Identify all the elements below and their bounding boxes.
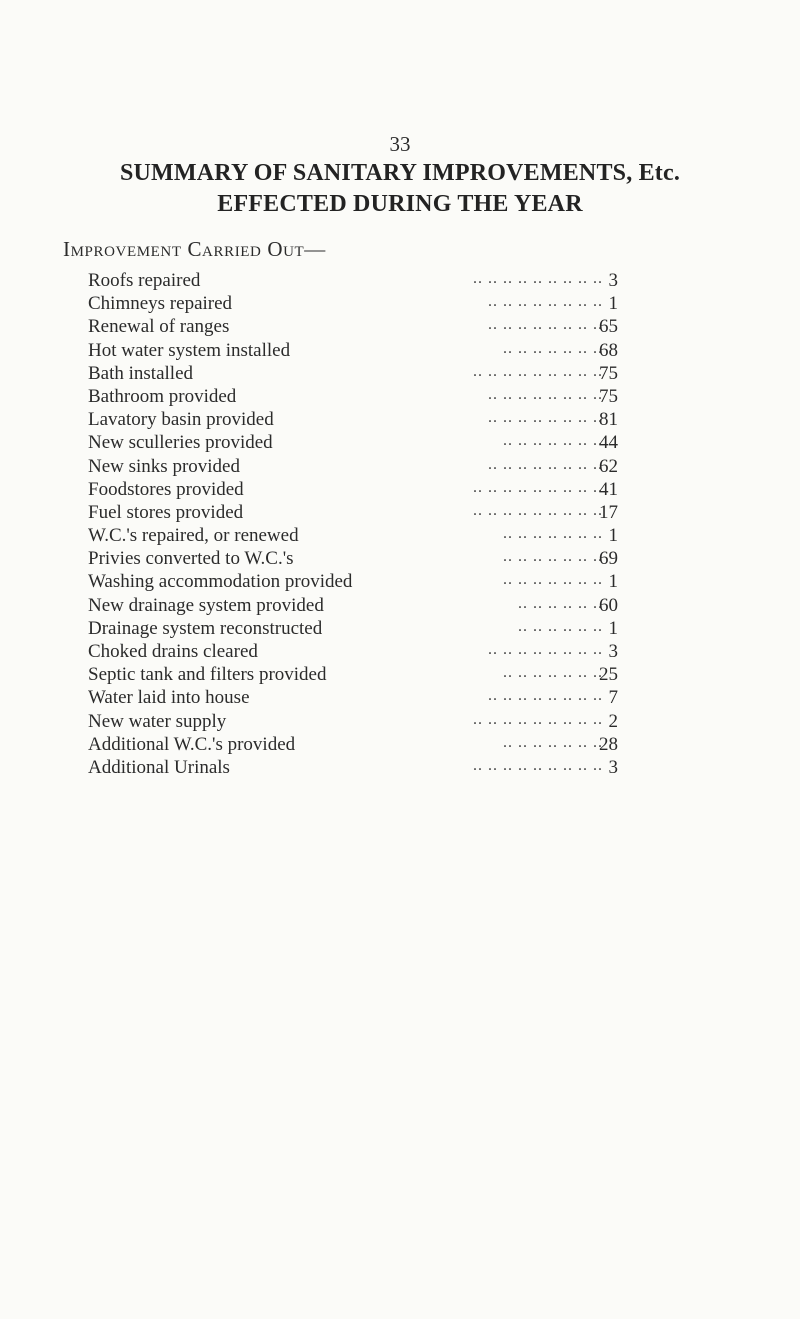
list-item	[88, 478, 618, 501]
item-label: Septic tank and filters provided	[88, 664, 327, 686]
list-item	[88, 686, 618, 709]
leader-dots: .. .. .. .. .. .. ..	[503, 548, 603, 566]
leader-dots: .. .. .. .. .. .. ..	[503, 525, 603, 543]
list-item	[88, 269, 618, 292]
item-label: Bathroom provided	[88, 385, 237, 407]
item-count: 65	[599, 316, 618, 338]
improvements-list	[88, 269, 618, 779]
item-count: 3	[608, 270, 618, 291]
item-count: 1	[608, 617, 618, 639]
leader-dots: .. .. .. .. .. .. .. ..	[488, 641, 603, 658]
item-label: Choked drains cleared	[88, 641, 258, 662]
leader-dots: .. .. .. .. .. .. .. .. ..	[473, 270, 603, 287]
item-label: Foodstores provided	[88, 478, 244, 500]
item-label: New sinks provided	[88, 455, 240, 477]
list-item	[88, 733, 618, 756]
list-item	[88, 315, 618, 338]
item-label: New water supply	[88, 710, 227, 732]
list-item	[88, 663, 618, 686]
list-item	[88, 570, 618, 593]
list-item	[88, 362, 618, 385]
list-item	[88, 756, 618, 779]
item-label: Washing accommodation provided	[88, 571, 353, 593]
leader-dots: .. .. .. .. .. .. .. ..	[488, 385, 603, 403]
leader-dots: .. .. .. .. .. .. .. ..	[488, 455, 603, 473]
item-label: Water laid into house	[88, 687, 250, 709]
item-count: 1	[608, 525, 618, 547]
leader-dots: .. .. .. .. .. .. .. ..	[488, 293, 603, 311]
item-label: New sculleries provided	[88, 432, 273, 454]
leader-dots: .. .. .. .. .. .. .. ..	[488, 409, 603, 427]
item-count: 44	[599, 432, 618, 454]
item-count: 3	[608, 641, 618, 662]
item-label: Drainage system reconstructed	[88, 617, 323, 639]
item-count: 1	[608, 571, 618, 593]
item-label: New drainage system provided	[88, 594, 324, 616]
item-label: Fuel stores provided	[88, 501, 244, 523]
leader-dots: .. .. .. .. .. .. ..	[503, 339, 603, 357]
item-count: 68	[599, 339, 618, 361]
list-item	[88, 640, 618, 663]
list-item	[88, 547, 618, 570]
leader-dots: .. .. .. .. .. ..	[518, 617, 603, 635]
list-item	[88, 385, 618, 408]
list-item	[88, 710, 618, 733]
leader-dots: .. .. .. .. .. .. .. ..	[488, 316, 603, 334]
item-count: 60	[599, 594, 618, 616]
item-label: Chimneys repaired	[88, 293, 233, 315]
item-count: 3	[608, 756, 618, 778]
leader-dots: .. .. .. .. .. .. .. .. ..	[473, 501, 603, 519]
item-label: Lavatory basin provided	[88, 409, 274, 431]
item-count: 7	[608, 687, 618, 709]
item-count: 62	[599, 455, 618, 477]
item-count: 2	[608, 710, 618, 732]
item-count: 75	[599, 362, 618, 384]
item-label: Renewal of ranges	[88, 316, 230, 338]
page-number: 33	[389, 132, 411, 156]
leader-dots: .. .. .. .. .. .. ..	[503, 571, 603, 589]
leader-dots: .. .. .. .. .. ..	[518, 594, 603, 612]
list-item	[88, 292, 618, 315]
leader-dots: .. .. .. .. .. .. .. .. ..	[473, 710, 603, 728]
leader-dots: .. .. .. .. .. .. ..	[503, 733, 603, 751]
leader-dots: .. .. .. .. .. .. .. .. ..	[473, 362, 603, 380]
list-item	[88, 455, 618, 478]
document-title: SUMMARY OF SANITARY IMPROVEMENTS, Etc.	[119, 160, 681, 186]
list-item	[88, 594, 618, 617]
section-heading: Improvement Carried Out—	[63, 237, 326, 261]
leader-dots: .. .. .. .. .. .. ..	[503, 664, 603, 682]
item-label: W.C.'s repaired, or renewed	[88, 525, 299, 547]
leader-dots: .. .. .. .. .. .. .. ..	[488, 687, 603, 705]
item-count: 69	[599, 548, 618, 570]
leader-dots: .. .. .. .. .. .. .. .. ..	[473, 478, 603, 496]
document-subtitle: EFFECTED DURING THE YEAR	[217, 191, 583, 217]
list-item	[88, 501, 618, 524]
item-label: Hot water system installed	[88, 339, 291, 361]
item-count: 25	[599, 664, 618, 686]
leader-dots: .. .. .. .. .. .. .. .. ..	[473, 756, 603, 774]
list-item	[88, 524, 618, 547]
item-count: 1	[608, 293, 618, 315]
item-label: Privies converted to W.C.'s	[88, 548, 294, 570]
leader-dots: .. .. .. .. .. .. ..	[503, 432, 603, 450]
list-item	[88, 339, 618, 362]
item-count: 17	[599, 501, 618, 523]
item-count: 41	[599, 478, 618, 500]
item-label: Bath installed	[88, 362, 194, 384]
list-item	[88, 431, 618, 454]
item-count: 28	[599, 733, 618, 755]
item-count: 81	[599, 409, 618, 431]
item-label: Roofs repaired	[88, 270, 201, 291]
list-item	[88, 617, 618, 640]
item-label: Additional W.C.'s provided	[88, 733, 296, 755]
item-label: Additional Urinals	[88, 756, 230, 778]
list-item	[88, 408, 618, 431]
item-count: 75	[599, 385, 618, 407]
